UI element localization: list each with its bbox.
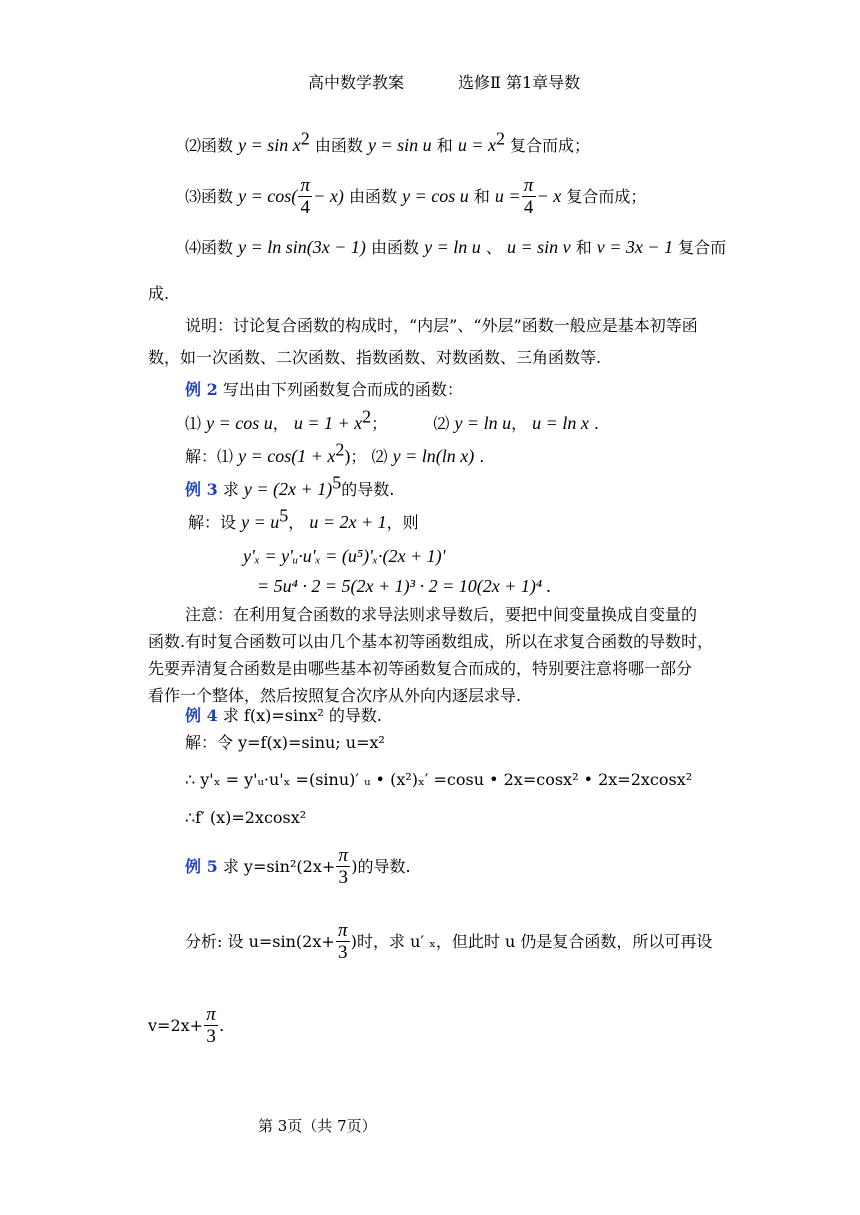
pi-over-4-fraction: $\frac{\pi}{4}$ <box>522 176 536 219</box>
example-4-title: 例 4 求 f(x)=sinx² 的导数. <box>185 706 382 725</box>
item-2: ⑵函数 $y = \sin x^2$ 由函数 y = sin u 和 $u = x^2$ 复合而成； <box>185 128 591 155</box>
note-2-line-2: 函数.有时复合函数可以由几个基本初等函数组成，所以在求复合函数的导数时， <box>148 632 714 651</box>
example-4-line-2: ∴f′ (x)=2xcosx² <box>185 808 307 827</box>
example-3-setup: 解：设 $y = u^5$， u = 2x + 1，则 <box>188 505 419 532</box>
example-2-title: 例 2 写出由下列函数复合而成的函数： <box>185 380 463 399</box>
example-4-solution: 解：令 y=f(x)=sinu; u=x² <box>185 733 385 752</box>
example-5-label: 例 5 <box>185 857 218 876</box>
pi-over-3-fraction: $\frac{\pi}{3}$ <box>204 1005 218 1048</box>
item-4: ⑷函数 y = ln sin(3x − 1) 由函数 y = ln u 、 u = sin v 和 v = 3x − 1 复合而 <box>185 237 727 257</box>
note-1-line-2: 数，如一次函数、二次函数、指数函数、对数函数、三角函数等. <box>148 348 602 367</box>
note-2-line-4: 看作一个整体，然后按照复合次序从外向内逐层求导. <box>148 686 522 705</box>
note-2-line-3: 先要弄清复合函数是由哪些基本初等函数复合而成的，特别要注意将哪一部分 <box>148 659 693 678</box>
example-4-line-1: ∴ y'ₓ = y'ᵤ·u'ₓ =(sinu)′ ᵤ • (x²)ₓ′ =cosu • 2x=cosx² • 2x=2xcosx² <box>185 770 693 789</box>
pi-over-3-fraction: $\frac{\pi}{3}$ <box>336 921 350 964</box>
item-3: ⑶函数 y = cos( $\frac{\pi}{4}$ − x) 由函数 y = cos u 和 u = $\frac{\pi}{4}$ − x 复合而成； <box>185 175 647 218</box>
item-4-continued: 成. <box>148 284 170 303</box>
example-5-analysis-continued: v=2x+ $\frac{\pi}{3}$ . <box>148 1004 225 1047</box>
example-3-equation-1: y'ₓ = y'ᵤ·u'ₓ = (u⁵)'ₓ·(2x + 1)' <box>243 546 446 566</box>
header-left: 高中数学教案 <box>308 73 405 92</box>
example-2-solution: 解：⑴ $y = \cos(1 + x^2)$； ⑵ y = ln(ln x) . <box>185 439 485 466</box>
header-right: 选修Ⅱ 第1章导数 <box>458 73 581 92</box>
pi-over-3-fraction: $\frac{\pi}{3}$ <box>336 846 350 889</box>
page-footer: 第 3页（共 7页） <box>258 1117 377 1135</box>
example-3-title: 例 3 求 $y = (2x + 1)^5$的导数. <box>185 472 395 499</box>
note-1-line-1: 说明：讨论复合函数的构成时，“内层”、“外层”函数一般应是基本初等函 <box>185 316 698 335</box>
pi-over-4-fraction: $\frac{\pi}{4}$ <box>298 176 312 219</box>
example-2-label: 例 2 <box>185 380 218 399</box>
example-3-label: 例 3 <box>185 480 218 499</box>
note-2-line-1: 注意：在利用复合函数的求导法则求导数后，要把中间变量换成自变量的 <box>185 605 698 624</box>
example-5-title: 例 5 求 y=sin²(2x+ $\frac{\pi}{3}$ )的导数. <box>185 845 411 888</box>
example-5-analysis: 分析: 设 u=sin(2x+ $\frac{\pi}{3}$ )时，求 u′ ₓ，但此时 u 仍是复合函数，所以可再设 <box>185 920 713 963</box>
example-2-parts: ⑴ y = cos u， $u = 1 + x^2$； ⑵ y = ln u， u = ln x . <box>185 406 599 433</box>
example-4-label: 例 4 <box>185 706 218 725</box>
example-3-equation-2: = 5u⁴ · 2 = 5(2x + 1)³ · 2 = 10(2x + 1)⁴ . <box>257 576 552 596</box>
